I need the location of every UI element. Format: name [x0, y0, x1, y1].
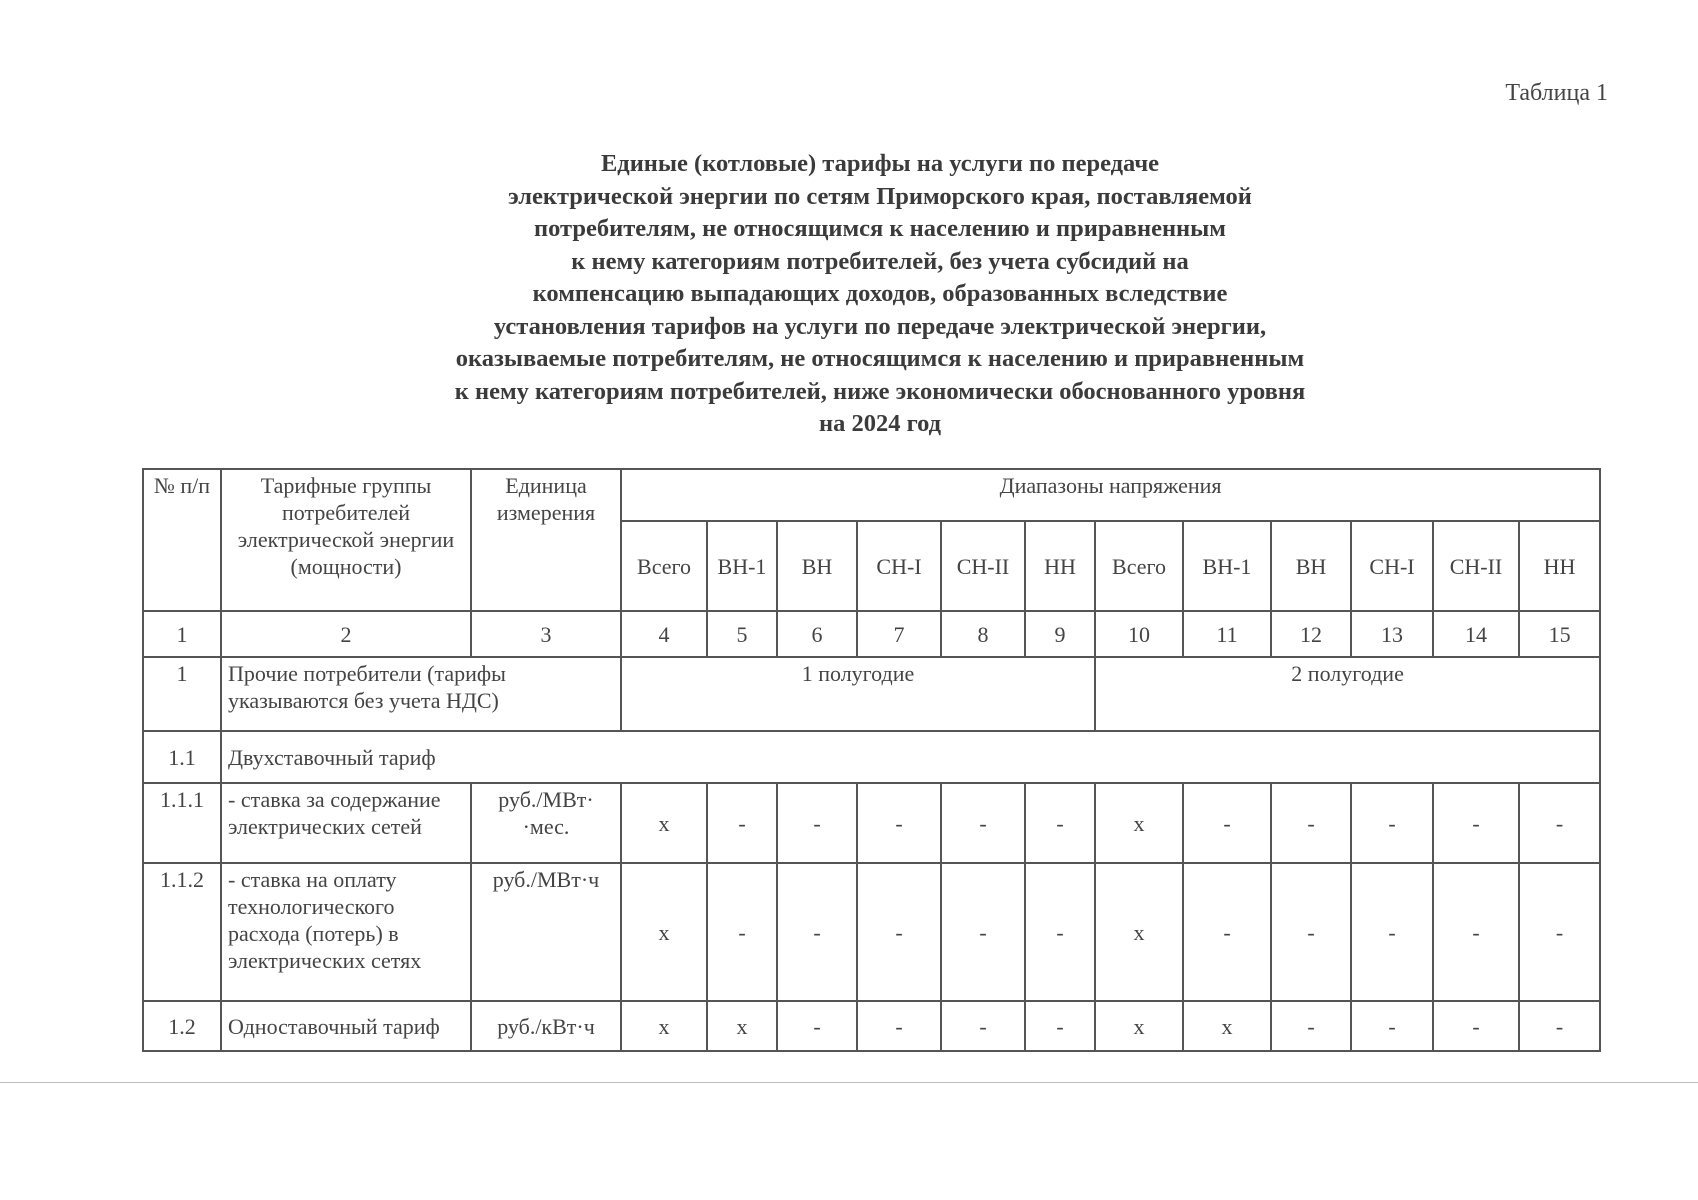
title-line: установления тарифов на услуги по передаче электрической энергии,: [493, 312, 1267, 340]
row-unit: руб./МВт·ч: [471, 863, 621, 1001]
voltage-col-header: ВН: [1271, 521, 1351, 611]
document-title: [300, 148, 1460, 441]
row-name: - ставка за содержание электрических сетей: [221, 783, 471, 863]
table-cell: -: [707, 863, 777, 1001]
column-number: 12: [1271, 611, 1351, 657]
title-line: Единые (котловые) тарифы на услуги по передаче: [600, 150, 1160, 177]
row-num: 1.1.2: [143, 863, 221, 1001]
header-num: № п/п: [143, 469, 221, 611]
column-number: 5: [707, 611, 777, 657]
table-cell: -: [777, 1001, 857, 1051]
table-cell: -: [1351, 783, 1433, 863]
table-cell: -: [1271, 863, 1351, 1001]
title-line: компенсацию выпадающих доходов, образованных вследствие: [532, 280, 1228, 307]
row-name: Прочие потребители (тарифы указываются без учета НДС): [221, 657, 621, 731]
row-unit: руб./кВт·ч: [471, 1001, 621, 1051]
table-cell: -: [941, 1001, 1025, 1051]
table-cell: -: [1433, 783, 1519, 863]
voltage-col-header: ВН: [777, 521, 857, 611]
table-cell: x: [707, 1001, 777, 1051]
column-number: 3: [471, 611, 621, 657]
column-number: 9: [1025, 611, 1095, 657]
table-cell: -: [941, 783, 1025, 863]
column-numbers-row: [143, 611, 1600, 657]
title-line: потребителям, не относящимся к населению и приравненным: [533, 215, 1226, 242]
table-cell: x: [1183, 1001, 1271, 1051]
table-row-section-1-1: [143, 731, 1600, 783]
table-cell: -: [857, 1001, 941, 1051]
table-label: Таблица 1: [1505, 80, 1608, 106]
table-cell: -: [1025, 783, 1095, 863]
table-row: [143, 783, 1600, 863]
voltage-col-header: СН-I: [857, 521, 941, 611]
row-num: 1: [143, 657, 221, 731]
table-cell: x: [621, 783, 707, 863]
voltage-col-header: Всего: [621, 521, 707, 611]
table-cell: x: [621, 1001, 707, 1051]
table-cell: -: [1351, 863, 1433, 1001]
row-unit: руб./МВт· ·мес.: [471, 783, 621, 863]
voltage-col-header: Всего: [1095, 521, 1183, 611]
table-cell: -: [1183, 783, 1271, 863]
column-number: 4: [621, 611, 707, 657]
title-line: на 2024 год: [818, 410, 942, 437]
table-cell: x: [1095, 1001, 1183, 1051]
column-number: 1: [143, 611, 221, 657]
table-cell: -: [1433, 863, 1519, 1001]
table-cell: -: [777, 783, 857, 863]
table-row-section-1: [143, 657, 1600, 731]
row-num: 1.1: [143, 731, 221, 783]
voltage-col-header: ВН-1: [1183, 521, 1271, 611]
table-cell: x: [621, 863, 707, 1001]
tariff-table: [142, 468, 1601, 1052]
table-cell: -: [1271, 783, 1351, 863]
table-row: [143, 1001, 1600, 1051]
table-cell: -: [941, 863, 1025, 1001]
table-row: [143, 863, 1600, 1001]
row-name: Двухставочный тариф: [221, 731, 1600, 783]
table-cell: -: [1271, 1001, 1351, 1051]
table-cell: -: [1519, 783, 1600, 863]
header-groups: Тарифные группы потребителей электрической энергии (мощности): [221, 469, 471, 611]
voltage-col-header: НН: [1519, 521, 1600, 611]
header-voltage-ranges: Диапазоны напряжения: [621, 469, 1600, 521]
header-row: [143, 469, 1600, 521]
column-number: 15: [1519, 611, 1600, 657]
row-num: 1.2: [143, 1001, 221, 1051]
page-divider: [0, 1082, 1698, 1083]
column-number: 11: [1183, 611, 1271, 657]
half-year-1-header: 1 полугодие: [621, 657, 1095, 731]
table-cell: -: [1519, 863, 1600, 1001]
title-line: к нему категориям потребителей, ниже экономически обоснованного уровня: [454, 377, 1306, 405]
voltage-col-header: СН-II: [941, 521, 1025, 611]
table-cell: -: [1025, 863, 1095, 1001]
column-number: 13: [1351, 611, 1433, 657]
voltage-col-header: СН-II: [1433, 521, 1519, 611]
column-number: 6: [777, 611, 857, 657]
table-cell: -: [777, 863, 857, 1001]
table-cell: x: [1095, 783, 1183, 863]
header-unit: Единица измерения: [471, 469, 621, 611]
table-cell: -: [1351, 1001, 1433, 1051]
voltage-col-header: СН-I: [1351, 521, 1433, 611]
column-number: 7: [857, 611, 941, 657]
table-cell: -: [1183, 863, 1271, 1001]
row-name: - ставка на оплату технологического расхода (потерь) в электрических сетях: [221, 863, 471, 1001]
table-cell: x: [1095, 863, 1183, 1001]
title-line: к нему категориям потребителей, без учета субсидий на: [571, 247, 1189, 275]
table-cell: -: [707, 783, 777, 863]
title-line: электрической энергии по сетям Приморского края, поставляемой: [508, 182, 1252, 210]
table-cell: -: [857, 783, 941, 863]
table-cell: -: [857, 863, 941, 1001]
column-number: 2: [221, 611, 471, 657]
voltage-col-header: НН: [1025, 521, 1095, 611]
title-line: оказываемые потребителям, не относящимся к населению и приравненным: [455, 345, 1305, 372]
voltage-col-header: ВН-1: [707, 521, 777, 611]
row-num: 1.1.1: [143, 783, 221, 863]
half-year-2-header: 2 полугодие: [1095, 657, 1600, 731]
column-number: 10: [1095, 611, 1183, 657]
column-number: 14: [1433, 611, 1519, 657]
row-name: Одноставочный тариф: [221, 1001, 471, 1051]
column-number: 8: [941, 611, 1025, 657]
table-cell: -: [1433, 1001, 1519, 1051]
table-cell: -: [1519, 1001, 1600, 1051]
table-cell: -: [1025, 1001, 1095, 1051]
